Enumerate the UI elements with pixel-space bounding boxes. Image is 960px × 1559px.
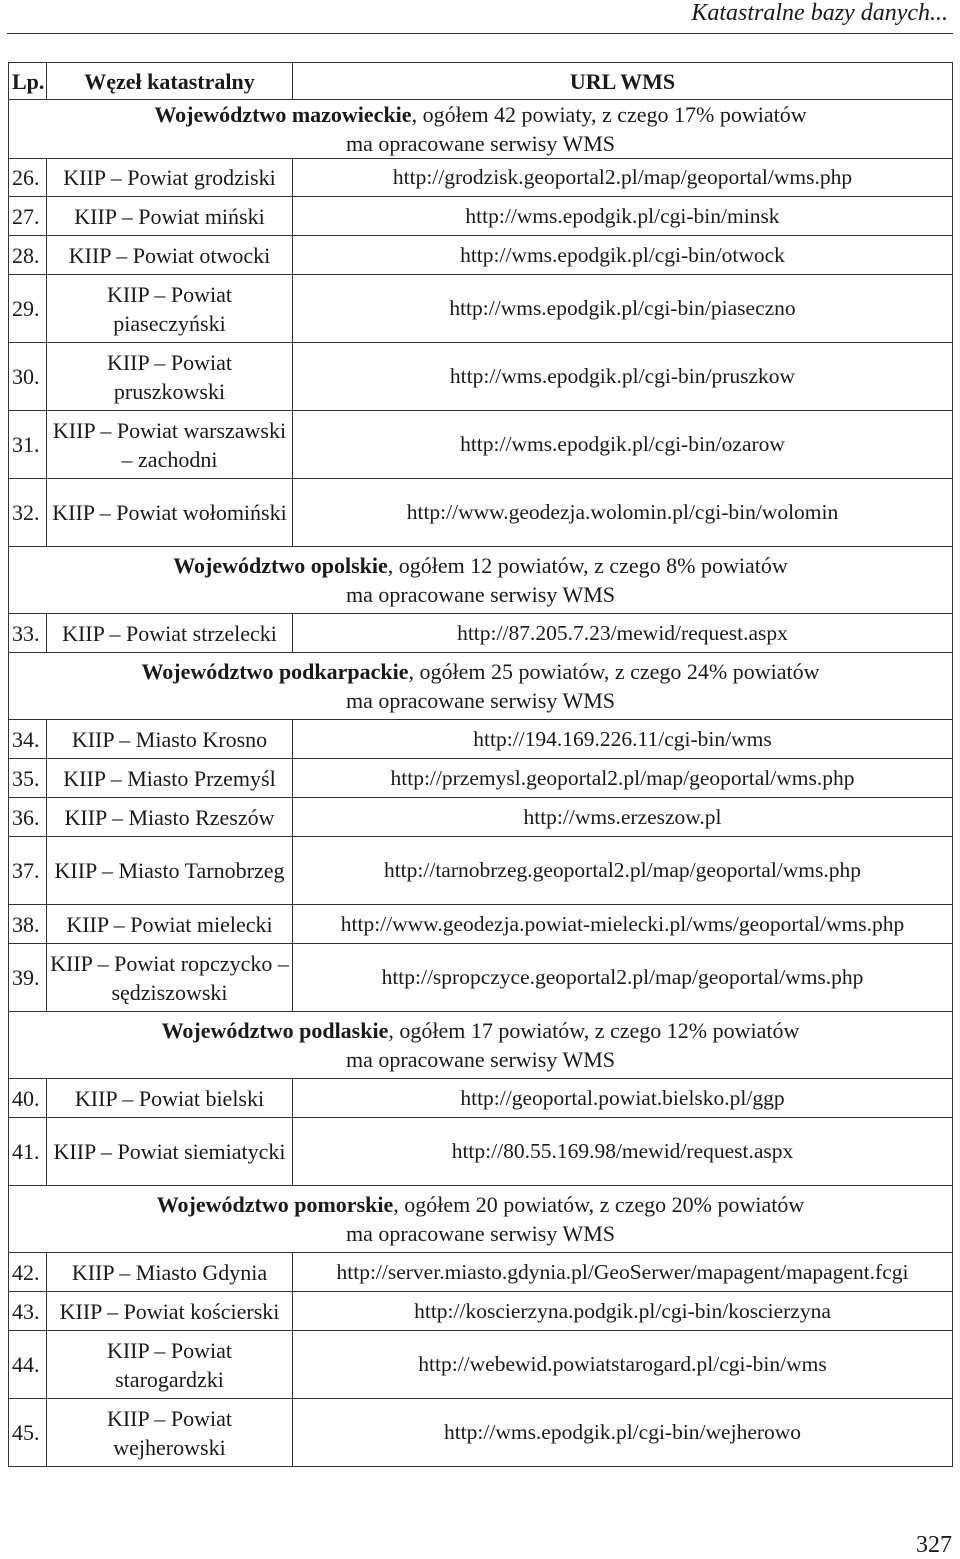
row-url: http://wms.epodgik.pl/cgi-bin/pruszkow: [293, 343, 953, 411]
region-summary: , ogółem 17 powiatów, z czego 12% powiatów: [388, 1018, 800, 1043]
row-node: KIIP – Powiat wejherowski: [47, 1399, 293, 1467]
row-url: http://przemysl.geoportal2.pl/map/geoportal/wms.php: [293, 759, 953, 798]
row-url: http://www.geodezja.powiat-mielecki.pl/wms/geoportal/wms.php: [293, 905, 953, 944]
region-cell: [9, 100, 953, 159]
table-row: [9, 1399, 953, 1467]
row-node: KIIP – Powiat mielecki: [47, 905, 293, 944]
region-summary-line2: ma opracowane serwisy WMS: [345, 582, 616, 607]
region-section-opolskie: [9, 547, 953, 653]
region-summary: , ogółem 42 powiaty, z czego 17% powiatów: [411, 102, 807, 127]
row-lp: 43.: [9, 1292, 47, 1331]
row-node: KIIP – Powiat piaseczyński: [47, 275, 293, 343]
table-row: [9, 944, 953, 1012]
table-row: [9, 905, 953, 944]
row-url: http://wms.epodgik.pl/cgi-bin/piaseczno: [293, 275, 953, 343]
row-lp: 29.: [9, 275, 47, 343]
region-section-podlaskie: [9, 1012, 953, 1186]
region-summary-line2: ma opracowane serwisy WMS: [345, 1047, 616, 1072]
row-url: http://wms.epodgik.pl/cgi-bin/ozarow: [293, 411, 953, 479]
page-number: 327: [916, 1532, 952, 1558]
table-row: [9, 1118, 953, 1186]
header-url: URL WMS: [293, 63, 953, 100]
table-row: [9, 1292, 953, 1331]
row-node: KIIP – Miasto Tarnobrzeg: [47, 837, 293, 905]
row-node: KIIP – Powiat ropczycko – sędziszowski: [47, 944, 293, 1012]
row-url: http://koscierzyna.podgik.pl/cgi-bin/koscierzyna: [293, 1292, 953, 1331]
row-url: http://geoportal.powiat.bielsko.pl/ggp: [293, 1079, 953, 1118]
row-lp: 41.: [9, 1118, 47, 1186]
row-url: http://80.55.169.98/mewid/request.aspx: [293, 1118, 953, 1186]
row-node: KIIP – Powiat strzelecki: [47, 614, 293, 653]
table-row: [9, 1331, 953, 1399]
row-url: http://grodzisk.geoportal2.pl/map/geoportal/wms.php: [293, 159, 953, 197]
row-lp: 28.: [9, 236, 47, 275]
header-node: Węzeł katastralny: [47, 63, 293, 100]
row-url: http://wms.erzeszow.pl: [293, 798, 953, 837]
row-lp: 44.: [9, 1331, 47, 1399]
row-node: KIIP – Powiat starogardzki: [47, 1331, 293, 1399]
table-row: [9, 1253, 953, 1292]
region-summary: , ogółem 12 powiatów, z czego 8% powiatów: [387, 553, 788, 578]
row-node: KIIP – Powiat kościerski: [47, 1292, 293, 1331]
header-rule: [7, 33, 953, 34]
table-row: [9, 720, 953, 759]
region-name: Województwo podlaskie: [161, 1018, 389, 1043]
row-url: http://wms.epodgik.pl/cgi-bin/wejherowo: [293, 1399, 953, 1467]
table-header-row: [9, 63, 953, 100]
table-row: [9, 1079, 953, 1118]
region-section-pomorskie: [9, 1186, 953, 1467]
region-name: Województwo podkarpackie: [141, 659, 409, 684]
region-summary-line2: ma opracowane serwisy WMS: [345, 131, 616, 156]
table-row: [9, 236, 953, 275]
row-lp: 30.: [9, 343, 47, 411]
row-lp: 26.: [9, 159, 47, 197]
region-row: [9, 1012, 953, 1079]
header-lp: Lp.: [9, 63, 47, 100]
row-node: KIIP – Powiat grodziski: [47, 159, 293, 197]
row-url: http://194.169.226.11/cgi-bin/wms: [293, 720, 953, 759]
region-summary-line2: ma opracowane serwisy WMS: [345, 688, 616, 713]
row-node: KIIP – Powiat siemiatycki: [47, 1118, 293, 1186]
row-url: http://server.miasto.gdynia.pl/GeoSerwer/mapagent/mapagent.fcgi: [293, 1253, 953, 1292]
row-url: http://www.geodezja.wolomin.pl/cgi-bin/wolomin: [293, 479, 953, 547]
region-section-podkarpackie: [9, 653, 953, 1012]
running-header: Katastralne bazy danych...: [691, 0, 948, 26]
row-lp: 34.: [9, 720, 47, 759]
table-row: [9, 411, 953, 479]
row-lp: 38.: [9, 905, 47, 944]
row-lp: 31.: [9, 411, 47, 479]
region-cell: [9, 653, 953, 720]
region-name: Województwo pomorskie: [156, 1192, 394, 1217]
row-lp: 39.: [9, 944, 47, 1012]
row-node: KIIP – Miasto Gdynia: [47, 1253, 293, 1292]
row-lp: 42.: [9, 1253, 47, 1292]
region-row: [9, 100, 953, 159]
row-node: KIIP – Powiat bielski: [47, 1079, 293, 1118]
row-lp: 32.: [9, 479, 47, 547]
row-node: KIIP – Powiat pruszkowski: [47, 343, 293, 411]
row-url: http://tarnobrzeg.geoportal2.pl/map/geoportal/wms.php: [293, 837, 953, 905]
row-url: http://wms.epodgik.pl/cgi-bin/otwock: [293, 236, 953, 275]
row-lp: 45.: [9, 1399, 47, 1467]
region-summary: , ogółem 20 powiatów, z czego 20% powiatów: [393, 1192, 805, 1217]
row-node: KIIP – Powiat warszawski – zachodni: [47, 411, 293, 479]
row-lp: 40.: [9, 1079, 47, 1118]
row-node: KIIP – Powiat miński: [47, 197, 293, 236]
row-lp: 27.: [9, 197, 47, 236]
region-row: [9, 547, 953, 614]
table-row: [9, 798, 953, 837]
row-url: http://87.205.7.23/mewid/request.aspx: [293, 614, 953, 653]
row-lp: 33.: [9, 614, 47, 653]
row-url: http://spropczyce.geoportal2.pl/map/geoportal/wms.php: [293, 944, 953, 1012]
region-summary-line2: ma opracowane serwisy WMS: [345, 1221, 616, 1246]
row-node: KIIP – Powiat wołomiński: [47, 479, 293, 547]
row-node: KIIP – Miasto Krosno: [47, 720, 293, 759]
row-node: KIIP – Miasto Przemyśl: [47, 759, 293, 798]
table-row: [9, 275, 953, 343]
region-name: Województwo mazowieckie: [154, 102, 412, 127]
table-row: [9, 343, 953, 411]
wms-table: [8, 62, 953, 1467]
region-section-mazowieckie: [9, 100, 953, 547]
region-summary: , ogółem 25 powiatów, z czego 24% powiatów: [408, 659, 820, 684]
row-node: KIIP – Powiat otwocki: [47, 236, 293, 275]
region-cell: [9, 1186, 953, 1253]
row-node: KIIP – Miasto Rzeszów: [47, 798, 293, 837]
row-url: http://wms.epodgik.pl/cgi-bin/minsk: [293, 197, 953, 236]
row-url: http://webewid.powiatstarogard.pl/cgi-bin/wms: [293, 1331, 953, 1399]
table-row: [9, 837, 953, 905]
table-row: [9, 759, 953, 798]
row-lp: 37.: [9, 837, 47, 905]
row-lp: 35.: [9, 759, 47, 798]
region-row: [9, 653, 953, 720]
region-name: Województwo opolskie: [173, 553, 388, 578]
region-cell: [9, 1012, 953, 1079]
table-row: [9, 479, 953, 547]
region-row: [9, 1186, 953, 1253]
region-cell: [9, 547, 953, 614]
row-lp: 36.: [9, 798, 47, 837]
table-row: [9, 197, 953, 236]
table-row: [9, 159, 953, 197]
table-row: [9, 614, 953, 653]
